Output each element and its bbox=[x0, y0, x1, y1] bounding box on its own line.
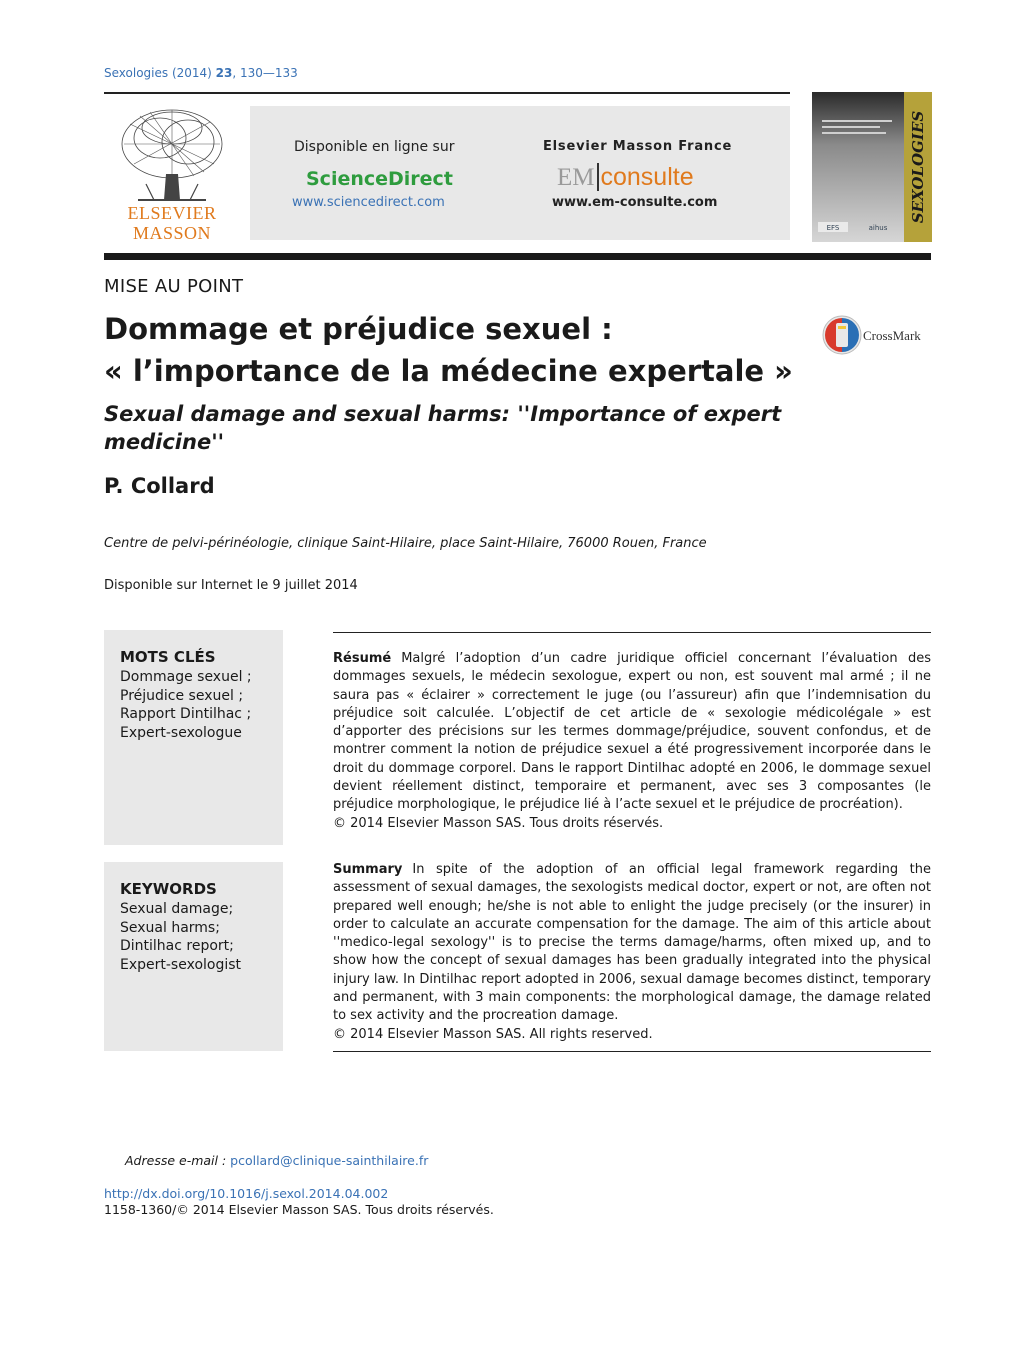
header-rule bbox=[104, 92, 790, 94]
em-publisher-label: Elsevier Masson France bbox=[543, 139, 733, 154]
crossmark-label: CrossMark bbox=[863, 328, 921, 343]
issn-copyright: 1158-1360/© 2014 Elsevier Masson SAS. Tous droits réservés. bbox=[104, 1202, 494, 1217]
keywords-en-heading: KEYWORDS bbox=[120, 880, 217, 898]
abstract-fr-text: Malgré l’adoption d’un cadre juridique officiel concernant l’évaluation des dommages sexuels, le médecin sexologue, expert ou non, est souvent mal armé ; il ne saura pas « éclairer » correctement le juge (ou l’assureur) afin que l’indemnisation du préjudice soit calculée. L’objectif de cet article de « sexologie médicolégale » est d’apporter des précisions sur les termes dommage/préjudice, souvent confondus, et de montrer comment la notion de préjudice sexuel a été progressivement incorporée dans le droit du dommage corporel. Dans le rapport Dintilhac adopté en 2006, le dommage sexuel devient réellement distinct, temporaire et permanent, avec ses 3 composantes (le préjudice morphologique, le préjudice lié à l’acte sexuel et le préjudice de procréation). bbox=[333, 651, 931, 813]
article-title bbox=[104, 308, 804, 392]
keywords-fr-heading: MOTS CLÉS bbox=[120, 648, 216, 666]
title-line-2: « l’importance de la médecine expertale » bbox=[104, 354, 793, 388]
title-line-1: Dommage et préjudice sexuel : bbox=[104, 312, 613, 346]
abstract-fr-copyright: © 2014 Elsevier Masson SAS. Tous droits réservés. bbox=[333, 815, 664, 831]
corresponding-email bbox=[125, 1153, 428, 1168]
title-rule bbox=[104, 253, 931, 260]
wordmark-line-1: ELSEVIER bbox=[127, 203, 217, 223]
em-consulte-link[interactable]: www.em-consulte.com bbox=[552, 195, 718, 210]
elsevier-masson-wordmark bbox=[112, 203, 232, 243]
article-subtitle: Sexual damage and sexual harms: ''Importance of expert medicine'' bbox=[104, 402, 782, 454]
author-affiliation: Centre de pelvi-périnéologie, clinique Saint-Hilaire, place Saint-Hilaire, 76000 Rouen, France bbox=[104, 536, 707, 551]
available-online-date: Disponible sur Internet le 9 juillet 2014 bbox=[104, 578, 358, 593]
keywords-en-box bbox=[104, 862, 283, 1051]
email-label: Adresse e-mail : bbox=[125, 1153, 227, 1168]
abstract-en-text: In spite of the adoption of an official legal framework regarding the assessment of sexual damages, the sexologists medical doctor, expert or not, are often not prepared well enough; he/she is not able to enlight the judge precisely (or the insurer) in order to calculate an accurate compensation for the damage. The aim of this article about ''medico-legal sexology'' is to precise the terms damage/harms, often mixed up, and to show how the concept of sexual damages has been gradually integrated into the physical injury law. In Dintilhac report adopted in 2006, sexual damage becomes distinct, temporary and permanent, with 3 main components: the morphological damage, the damage related to sex activity and the procreation damage. bbox=[333, 862, 931, 1024]
keywords-fr-box bbox=[104, 630, 283, 845]
sciencedirect-logo[interactable]: ScienceDirect bbox=[306, 168, 453, 190]
abstract-fr-lead: Résumé bbox=[333, 651, 392, 666]
available-online-label: Disponible en ligne sur bbox=[294, 139, 455, 155]
sciencedirect-link[interactable]: www.sciencedirect.com bbox=[292, 195, 445, 210]
article-category: MISE AU POINT bbox=[104, 276, 244, 297]
keyword-item: Sexual harms; bbox=[120, 919, 220, 936]
keyword-item: Dintilhac report; bbox=[120, 938, 234, 954]
keyword-item: Expert-sexologue bbox=[120, 724, 242, 741]
wordmark-line-2: MASSON bbox=[132, 223, 212, 243]
em-logo-consulte: consulte bbox=[600, 163, 694, 191]
keyword-item: Expert-sexologist bbox=[120, 956, 242, 973]
abstract-en-copyright: © 2014 Elsevier Masson SAS. All rights reserved. bbox=[333, 1026, 653, 1042]
keyword-item: Sexual damage; bbox=[120, 901, 234, 917]
abstract-en-lead: Summary bbox=[333, 862, 403, 877]
journal-pages: , 130—133 bbox=[232, 66, 298, 80]
crossmark-badge[interactable] bbox=[822, 314, 934, 356]
doi-link[interactable]: http://dx.doi.org/10.1016/j.sexol.2014.04.002 bbox=[104, 1186, 389, 1201]
cover-title: SEXOLOGIES bbox=[909, 110, 927, 224]
journal-volume: 23 bbox=[215, 66, 233, 80]
article-author: P. Collard bbox=[104, 474, 215, 498]
abstract-fr bbox=[333, 650, 931, 833]
abstract-bottom-rule bbox=[333, 1051, 931, 1052]
cover-org-left: EFS bbox=[826, 224, 840, 232]
journal-cover-image[interactable] bbox=[812, 92, 932, 242]
em-consulte-logo[interactable] bbox=[557, 162, 694, 193]
keyword-item: Rapport Dintilhac ; bbox=[120, 706, 252, 722]
email-link[interactable]: pcollard@clinique-sainthilaire.fr bbox=[230, 1153, 429, 1168]
em-logo-divider bbox=[597, 163, 599, 191]
keyword-item: Préjudice sexuel ; bbox=[120, 687, 244, 704]
cover-org-right: aihus bbox=[868, 224, 888, 232]
em-logo-em: EM bbox=[557, 164, 595, 191]
abstract-top-rule bbox=[333, 632, 931, 633]
journal-name: Sexologies (2014) bbox=[104, 66, 212, 80]
abstract-en bbox=[333, 861, 931, 1044]
keyword-item: Dommage sexuel ; bbox=[120, 669, 252, 685]
journal-reference[interactable] bbox=[104, 66, 298, 80]
